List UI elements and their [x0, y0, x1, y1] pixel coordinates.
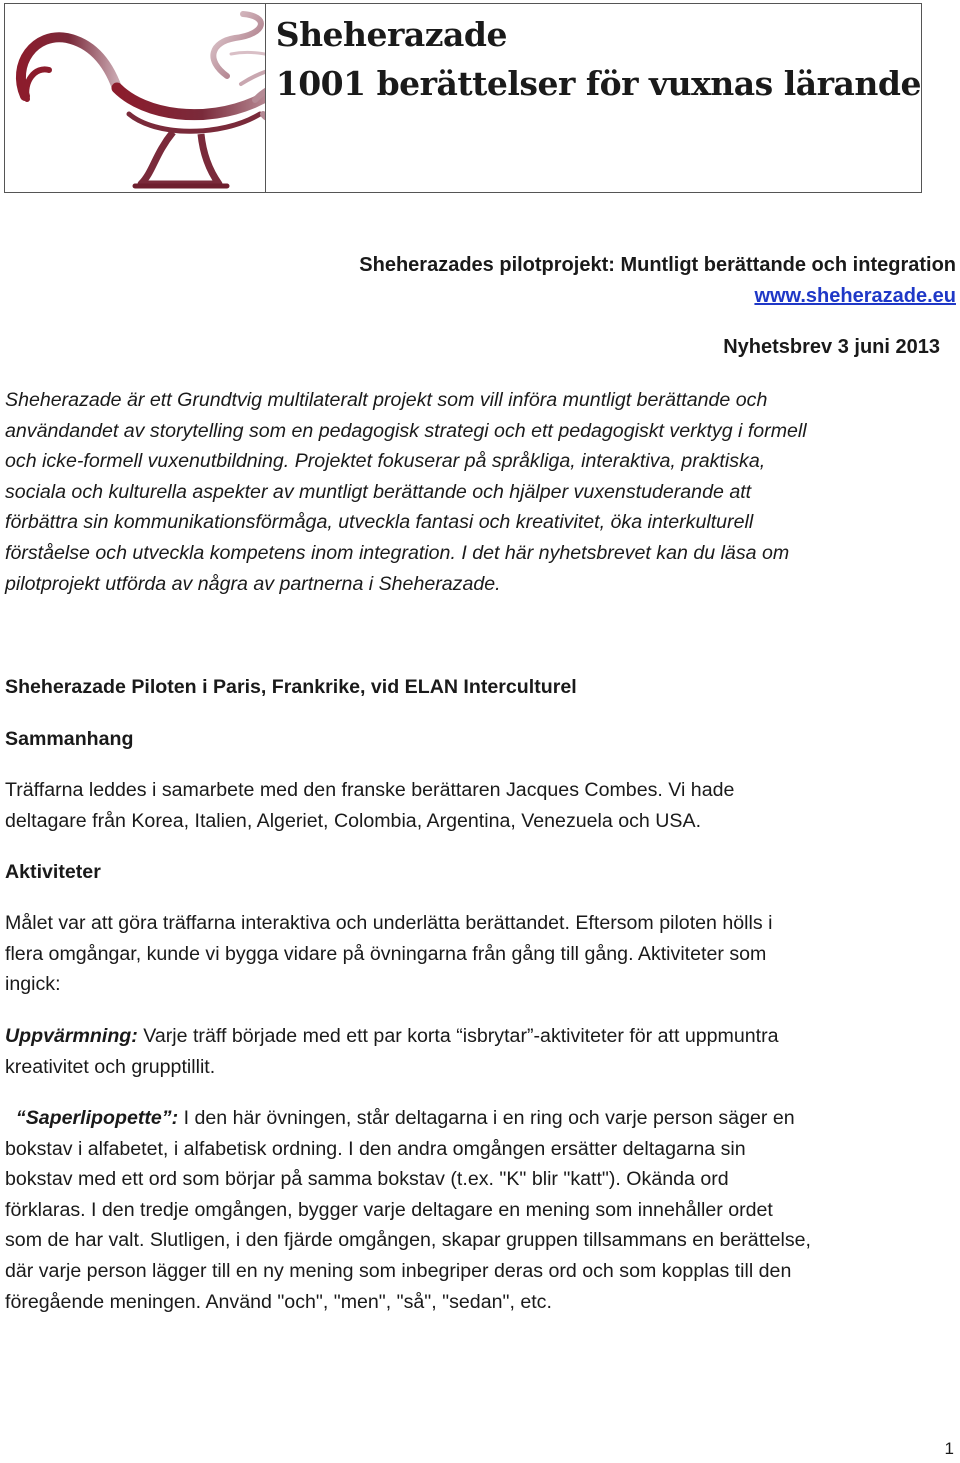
saperlipopette-line: förklaras. I den tredje omgången, bygger varje deltagare en mening som innehåller ordet: [5, 1198, 773, 1221]
activities-paragraph: [5, 908, 957, 1000]
warmup-paragraph: [5, 1021, 957, 1082]
intro-line: förbättra sin kommunikationsförmåga, utveckla fantasi och kreativitet, öka interkulturell: [5, 511, 754, 534]
magic-lamp-icon: [5, 4, 266, 192]
saperlipopette-text: I den här övningen, står deltagarna i en ring och varje person säger en: [178, 1107, 795, 1129]
intro-line: sociala och kulturella aspekter av muntligt berättande och hjälper vuxenstuderande att: [5, 480, 752, 503]
intro-paragraph: [5, 385, 957, 599]
saperlipopette-line: bokstav med ett ord som börjar på samma bokstav (t.ex. "K" blir "katt"). Okända ord: [5, 1168, 729, 1191]
context-heading: Sammanhang: [5, 728, 134, 750]
warmup-quoted: isbrytar: [462, 1025, 527, 1047]
newsletter-date: Nyhetsbrev 3 juni 2013: [723, 336, 940, 358]
saperlipopette-label: “Saperlipopette”:: [15, 1107, 179, 1129]
warmup-text-after: -aktiviteter för att uppmuntra: [533, 1025, 779, 1047]
title-block: [266, 4, 921, 192]
activities-heading: Aktiviteter: [5, 861, 101, 883]
activities-line: ingick:: [5, 973, 61, 996]
intro-line: förståelse och utveckla kompetens inom integration. I det här nyhetsbrevet kan du läsa om: [5, 541, 790, 564]
project-title: Sheherazades pilotprojekt: Muntligt berättande och integration: [359, 254, 956, 276]
lamp-logo: [5, 4, 266, 192]
intro-line: och icke-formell vuxenutbildning. Projektet fokuserar på språkliga, interaktiva, praktiska,: [5, 450, 766, 473]
section-title: Sheherazade Piloten i Paris, Frankrike, vid ELAN Interculturel: [5, 676, 577, 698]
intro-line: användandet av storytelling som en pedagogisk strategi och ett pedagogiskt verktyg i formell: [5, 419, 807, 442]
activities-line: flera omgångar, kunde vi bygga vidare på övningarna från gång till gång. Aktiviteter som: [5, 942, 767, 965]
warmup-label: Uppvärmning:: [5, 1025, 138, 1047]
saperlipopette-line: bokstav i alfabetet, i alfabetisk ordning. I den andra omgången ersätter deltagarna sin: [5, 1137, 746, 1160]
intro-line: Sheherazade är ett Grundtvig multilateralt projekt som vill införa muntligt berättande och: [5, 389, 768, 411]
warmup-text: Varje träff började med ett par korta: [137, 1025, 457, 1047]
activities-line: Målet var att göra träffarna interaktiva och underlätta berättandet. Eftersom piloten hölls i: [5, 912, 773, 934]
context-paragraph: [5, 775, 957, 836]
warmup-line: kreativitet och grupptillit.: [5, 1055, 216, 1078]
warmup-line: Uppvärmning: Varje träff började med ett par korta “isbrytar”-aktiviteter för att uppmuntra: [5, 1025, 779, 1047]
header-title: Sheherazade: [275, 15, 508, 54]
saperlipopette-line: där varje person lägger till en ny mening som inbegriper deras ord och som kopplas till den: [5, 1259, 792, 1282]
context-line: deltagare från Korea, Italien, Algeriet, Colombia, Argentina, Venezuela och USA.: [5, 809, 702, 832]
website-link[interactable]: www.sheherazade.eu: [754, 285, 956, 307]
saperlipopette-line: föregående meningen. Använd "och", "men", "så", "sedan", etc.: [5, 1290, 552, 1313]
intro-line: pilotprojekt utförda av några av partnerna i Sheherazade.: [5, 572, 501, 595]
header-box: [4, 3, 922, 193]
page-number: 1: [944, 1439, 954, 1458]
header-subtitle: 1001 berättelser för vuxnas lärande: [275, 64, 921, 103]
context-line: Träffarna leddes i samarbete med den franske berättaren Jacques Combes. Vi hade: [5, 779, 735, 801]
saperlipopette-paragraph: [5, 1103, 957, 1317]
saperlipopette-line: [5, 1103, 957, 1134]
saperlipopette-line: som de har valt. Slutligen, i den fjärde omgången, skapar gruppen tillsammans en berättelse,: [5, 1229, 811, 1252]
